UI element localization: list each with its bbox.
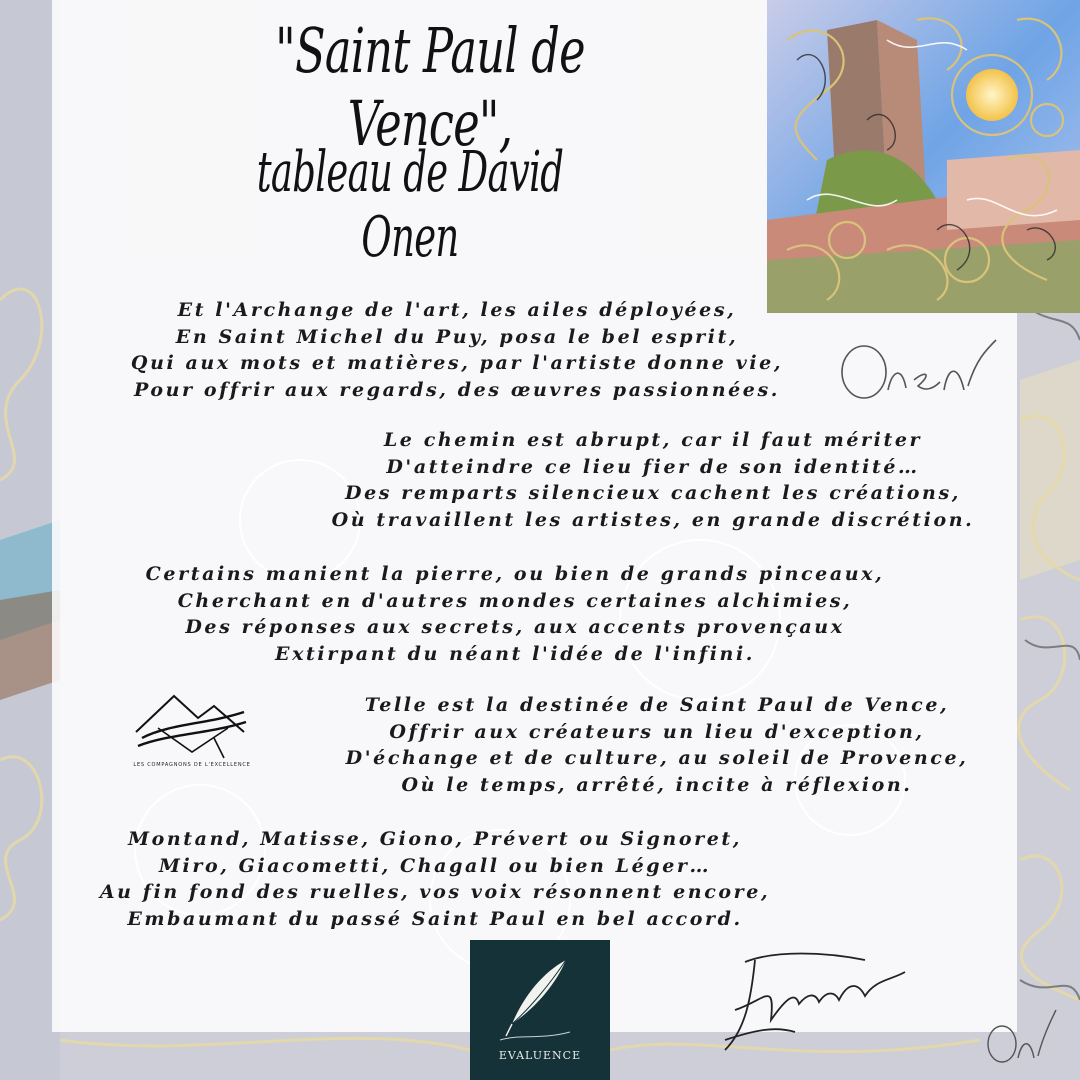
poem-line: Des réponses aux secrets, aux accents provençaux (185, 616, 845, 638)
poem-line: Extirpant du néant l'idée de l'infini. (275, 642, 755, 665)
poem-line: D'atteindre ce lieu fier de son identité… (386, 455, 920, 478)
poem-line: Qui aux mots et matières, par l'artiste donne vie, (130, 352, 784, 374)
quill-icon (470, 940, 610, 1050)
poem-line: Telle est la destinée de Saint Paul de Vence, (364, 694, 950, 716)
poem-stanza-2 (286, 427, 1020, 533)
poem-stanza-1 (62, 297, 852, 403)
poem-stanza-5 (55, 826, 815, 932)
poem-line: Pour offrir aux regards, des œuvres passionnées. (133, 378, 781, 401)
poem-stanza-4 (302, 692, 1012, 798)
onen-signature (836, 330, 1016, 410)
poem-title: "Saint Paul de Vence", (275, 14, 585, 160)
compagnons-logo (128, 688, 256, 772)
poem-line: Montand, Matisse, Giono, Prévert ou Signoret, (127, 828, 743, 850)
poem-line: En Saint Michel du Puy, posa le bel esprit, (175, 325, 739, 348)
evaluence-logo (470, 940, 610, 1080)
painting-thumbnail (767, 0, 1080, 313)
poem-line: Offrir aux créateurs un lieu d'exception, (389, 720, 925, 743)
compagnons-logo-text: LES COMPAGNONS DE L'EXCELLENCE (133, 762, 251, 768)
poem-line: Et l'Archange de l'art, les ailes déployées, (177, 299, 737, 321)
poem-line: Certains manient la pierre, ou bien de grands pinceaux, (145, 563, 885, 585)
evaluence-label: EVALUENCE (498, 1049, 582, 1062)
poem-line: Embaumant du passé Saint Paul en bel accord. (127, 907, 743, 930)
poem-line: Où travaillent les artistes, en grande discrétion. (331, 508, 975, 531)
poem-line: Où le temps, arrêté, incite à réflexion. (401, 773, 913, 796)
author-signature (715, 940, 915, 1060)
poem-line: Le chemin est abrupt, car il faut mériter (383, 429, 923, 451)
poem-line: Au fin fond des ruelles, vos voix résonnent encore, (99, 881, 771, 903)
poem-stanza-3 (70, 561, 960, 667)
poem-line: Des remparts silencieux cachent les créations, (345, 482, 961, 504)
corner-signature (982, 1000, 1062, 1072)
poem-line: D'échange et de culture, au soleil de Provence, (345, 747, 969, 769)
poem-subtitle: tableau de David Onen (256, 140, 564, 270)
poem-line: Miro, Giacometti, Chagall ou bien Léger… (158, 854, 712, 877)
poem-line: Cherchant en d'autres mondes certaines alchimies, (177, 589, 853, 612)
